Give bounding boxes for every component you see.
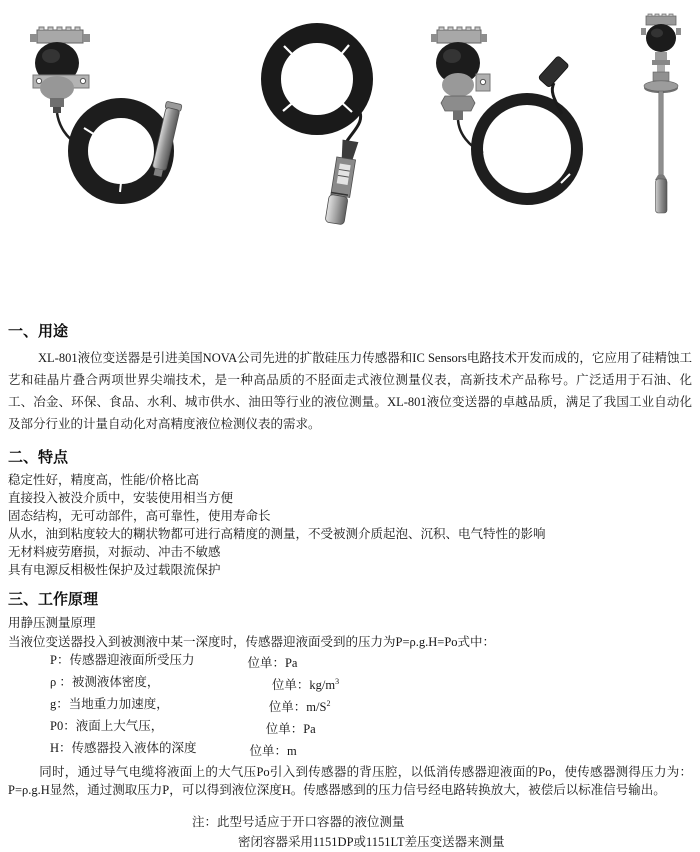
variable-symbol: g： xyxy=(50,696,69,711)
variable-symbol: H： xyxy=(50,740,72,755)
feature-item: 无材料疲劳磨损，对振动、冲击不敏感 xyxy=(8,545,221,559)
feature-item: 从水，油到粘度较大的糊状物都可进行高精度的测量，不受被测介质起泡、沉积、电气特性的影响 xyxy=(8,527,546,541)
rod-stem xyxy=(659,91,663,175)
usage-paragraph: XL-801液位变送器是引进美国NOVA公司先进的扩散硅压力传感器和IC Sensors电路技术开发而成的，它应用了硅精蚀工艺和硅晶片叠合两项世界尖端技术，是一种高品质的不胫面走式液位测量仪表，高新技术产品称号。广泛适用于石油、化工、冶金、环保、食品、水利、城市供水、油田等行业的液位测量。XL-801液位变送器的卓越品质，满足了我国工业自动化及部分行业的计量自动化对高精度液位检测仪表的需求。 xyxy=(8,351,692,431)
variable-unit xyxy=(269,695,331,717)
feature-item: 固态结构，无可动部件，高可靠性，使用寿命长 xyxy=(8,509,271,523)
feature-item: 稳定性好，精度高，性能/价格比高 xyxy=(8,473,199,487)
transmitter-head-icon xyxy=(30,27,90,113)
unit-label: 位单： xyxy=(268,700,307,715)
variable-row xyxy=(8,717,692,739)
weight-probe-icon xyxy=(655,175,667,213)
unit-value: kg/m xyxy=(309,678,336,693)
variable-desc: 传感器投入液体的深度 xyxy=(71,740,197,755)
variable-desc: 传感器迎液面所受压力 xyxy=(69,653,195,667)
section-heading-usage: 一、用途 xyxy=(8,323,69,340)
unit-value: Pa xyxy=(303,722,316,737)
coiled-cable-icon xyxy=(271,33,363,125)
variable-row xyxy=(8,673,692,695)
feature-item: 直接投入被没介质中，安装使用相当方便 xyxy=(8,491,234,505)
features-list xyxy=(8,471,692,579)
unit-value: m/S xyxy=(306,700,327,715)
principle-closing-paragraph: 同时，通过导气电缆将液面上的大气压Po引入到传感器的背压腔，以低消传感器迎液面的Po，使传感器测得压力为：P=ρ.g.H显然，通过测取压力P，可以得到液位深度H。传感器感到的压力信号经电路转换放大，被偿后以标准信号输出。 xyxy=(8,764,692,798)
unit-label: 位单： xyxy=(265,722,304,737)
submersible-transmitter-photo-1 xyxy=(18,22,193,212)
variable-row xyxy=(8,739,692,761)
unit-value: m xyxy=(287,743,297,758)
note-line-2: 密闭容器采用1151DP或1151LT差压变送器来测量 xyxy=(238,834,505,849)
variable-symbol: ρ ： xyxy=(50,674,72,689)
unit-label: 位单： xyxy=(247,656,285,671)
rod-type-transmitter-photo xyxy=(633,14,693,219)
section-heading-principle: 三、工作原理 xyxy=(8,591,99,608)
variable-desc: 液面上大气压， xyxy=(75,718,164,733)
variable-symbol: P： xyxy=(50,653,70,667)
unit-sup: 3 xyxy=(335,676,340,686)
variable-unit xyxy=(266,717,316,739)
transmitter-head-icon xyxy=(431,27,490,120)
notes-block xyxy=(8,812,692,852)
submersible-transmitter-photo-2 xyxy=(253,18,383,230)
variables-table xyxy=(8,651,692,761)
unit-label: 位单： xyxy=(249,743,288,758)
variable-unit xyxy=(250,739,297,761)
note-line-1: 注：此型号适应于开口容器的液位测量 xyxy=(192,814,405,829)
transmitter-head-icon xyxy=(641,14,681,81)
feature-item: 具有电源反相极性保护及过载限流保护 xyxy=(8,563,221,577)
submersible-transmitter-photo-3 xyxy=(428,22,593,212)
unit-sup: 2 xyxy=(326,698,331,708)
cable-end-sleeve-icon xyxy=(538,55,569,87)
unit-label: 位单： xyxy=(271,678,310,693)
coiled-cable-icon xyxy=(78,108,164,194)
variable-unit xyxy=(247,651,297,673)
variable-symbol: P0： xyxy=(50,718,76,733)
variable-row xyxy=(8,695,692,717)
unit-value: Pa xyxy=(284,656,298,671)
section-heading-features: 二、特点 xyxy=(8,449,69,466)
variable-unit xyxy=(272,673,339,695)
product-photos-row xyxy=(0,0,700,312)
variable-row xyxy=(8,651,692,673)
principle-intro-1: 用静压测量原理 xyxy=(8,616,96,630)
variable-desc: 当地重力加速度， xyxy=(68,696,169,711)
variable-desc: 被测液体密度， xyxy=(71,674,160,689)
probe-icon xyxy=(325,139,358,225)
document-body xyxy=(0,320,700,852)
principle-intro-2: 当液位变送器投入到被测液中某一深度时，传感器迎液面受到的压力为P=ρ.g.H=Po式中： xyxy=(8,634,496,649)
